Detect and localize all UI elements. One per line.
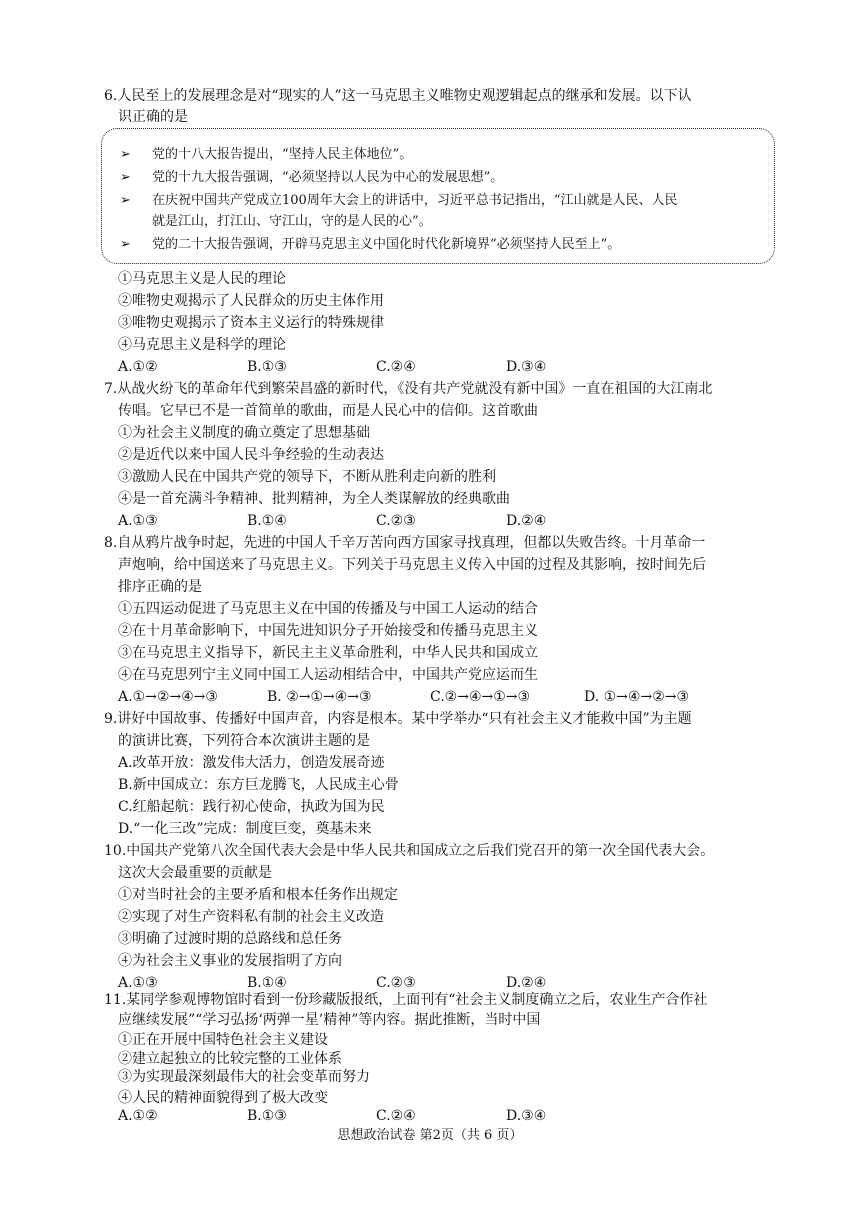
q8-option-c: C.②→④→①→③ [430,689,531,705]
q8-stem-line2: 声炮响，给中国送来了马克思主义。下列关于马克思主义传入中国的过程及其影响，按时间先后 [118,557,706,573]
q7-item-4: ④是一首充满斗争精神、批判精神，为全人类谋解放的经典歌曲 [118,491,510,507]
q10-item-4: ④为社会主义事业的发展指明了方向 [118,953,342,969]
q6-item-1: ①马克思主义是人民的理论 [118,271,286,287]
q8-stem-line3: 排序正确的是 [118,579,202,595]
q8-stem-line1: 8.自从鸦片战争时起，先进的中国人千辛万苦向西方国家寻找真理，但都以失败告终。十月革命一 [104,535,706,551]
page-footer: 思想政治试卷 第2页（共 6 页） [337,1128,523,1143]
q7-option-d: D.②④ [506,513,547,529]
q6-option-b: B.①③ [247,359,287,375]
quote-item-3b: 就是江山，打江山、守江山，守的是人民的心”。 [152,214,432,229]
q10-stem-line2: 这次大会最重要的贡献是 [118,865,272,881]
bullet-arrow-icon: ➢ [120,147,131,162]
q9-choice-c: C.红船起航：践行初心使命，执政为国为民 [118,799,385,815]
bullet-arrow-icon: ➢ [120,170,131,185]
q10-option-d: D.②④ [506,975,547,991]
quote-item-3a: 在庆祝中国共产党成立100周年大会上的讲话中，习近平总书记指出，“江山就是人民、人民 [152,193,678,208]
q11-option-a: A.①② [118,1108,158,1124]
q11-stem-line2: 应继续发展”“学习弘扬‘两弹一星’精神”等内容。据此推断，当时中国 [118,1012,541,1028]
q10-option-c: C.②③ [376,975,416,991]
q8-item-2: ②在十月革命影响下，中国先进知识分子开始接受和传播马克思主义 [118,623,538,639]
bullet-arrow-icon: ➢ [120,193,131,208]
q8-option-a: A.①→②→④→③ [118,689,218,705]
q7-item-2: ②是近代以来中国人民斗争经验的生动表达 [118,447,384,463]
q9-stem-line2: 的演讲比赛，下列符合本次演讲主题的是 [118,733,370,749]
q6-stem-line1: 6.人民至上的发展理念是对“现实的人”这一马克思主义唯物史观逻辑起点的继承和发展。以下认 [104,88,692,104]
q6-stem-line2: 识正确的是 [118,109,188,125]
q9-stem-line1: 9.讲好中国故事、传播好中国声音，内容是根本。某中学举办“只有社会主义才能救中国”为主题 [104,711,692,727]
quote-item-2: 党的十九大报告强调，“必须坚持以人民为中心的发展思想”。 [152,170,504,185]
q7-stem-line2: 传唱。它早已不是一首简单的歌曲，而是人民心中的信仰。这首歌曲 [118,403,538,419]
q6-option-d: D.③④ [506,359,547,375]
q10-stem-line1: 10.中国共产党第八次全国代表大会是中华人民共和国成立之后我们党召开的第一次全国代表大会。 [104,843,715,859]
q7-option-c: C.②③ [376,513,416,529]
q6-item-4: ④马克思主义是科学的理论 [118,337,286,353]
q10-option-b: B.①④ [247,975,287,991]
q7-item-3: ③激励人民在中国共产党的领导下，不断从胜利走向新的胜利 [118,469,496,485]
q9-choice-b: B.新中国成立：东方巨龙腾飞，人民成主心骨 [118,777,399,793]
q11-item-1: ①正在开展中国特色社会主义建设 [118,1032,328,1048]
q11-option-b: B.①③ [247,1108,287,1124]
q6-option-c: C.②④ [376,359,416,375]
quote-item-1: 党的十八大报告提出，“坚持人民主体地位”。 [152,147,413,162]
bullet-arrow-icon: ➢ [120,237,131,252]
q10-option-a: A.①③ [118,975,158,991]
q7-option-b: B.①④ [247,513,287,529]
q11-option-d: D.③④ [506,1108,547,1124]
q7-stem-line1: 7.从战火纷飞的革命年代到繁荣昌盛的新时代，《没有共产党就没有新中国》一直在祖国的大江南北 [104,381,713,397]
q8-item-4: ④在马克思列宁主义同中国工人运动相结合中，中国共产党应运而生 [118,667,538,683]
q10-item-2: ②实现了对生产资料私有制的社会主义改造 [118,909,384,925]
q11-item-2: ②建立起独立的比较完整的工业体系 [118,1051,342,1067]
q8-option-b: B. ②→①→④→③ [267,689,372,705]
q11-item-4: ④人民的精神面貌得到了极大改变 [118,1090,328,1106]
q9-choice-a: A.改革开放：激发伟大活力，创造发展奇迹 [118,755,385,771]
q6-option-a: A.①② [118,359,158,375]
q10-item-3: ③明确了过渡时期的总路线和总任务 [118,931,342,947]
q10-item-1: ①对当时社会的主要矛盾和根本任务作出规定 [118,887,398,903]
q11-item-3: ③为实现最深刻最伟大的社会变革而努力 [118,1069,370,1085]
q11-option-c: C.②④ [376,1108,416,1124]
q9-choice-d: D.“一化三改”完成：制度巨变，奠基未来 [118,821,372,837]
q11-stem-line1: 11.某同学参观博物馆时看到一份珍藏版报纸，上面刊有“社会主义制度确立之后，农业生产合作社 [104,992,708,1008]
q7-option-a: A.①③ [118,513,158,529]
q8-item-1: ①五四运动促进了马克思主义在中国的传播及与中国工人运动的结合 [118,601,538,617]
q8-item-3: ③在马克思主义指导下，新民主主义革命胜利，中华人民共和国成立 [118,645,538,661]
q6-item-2: ②唯物史观揭示了人民群众的历史主体作用 [118,293,384,309]
quote-box [101,128,775,264]
q8-option-d: D. ①→④→②→③ [584,689,690,705]
q7-item-1: ①为社会主义制度的确立奠定了思想基础 [118,425,370,441]
q6-item-3: ③唯物史观揭示了资本主义运行的特殊规律 [118,315,384,331]
quote-item-4: 党的二十大报告强调，开辟马克思主义中国化时代化新境界“必须坚持人民至上”。 [152,237,621,252]
